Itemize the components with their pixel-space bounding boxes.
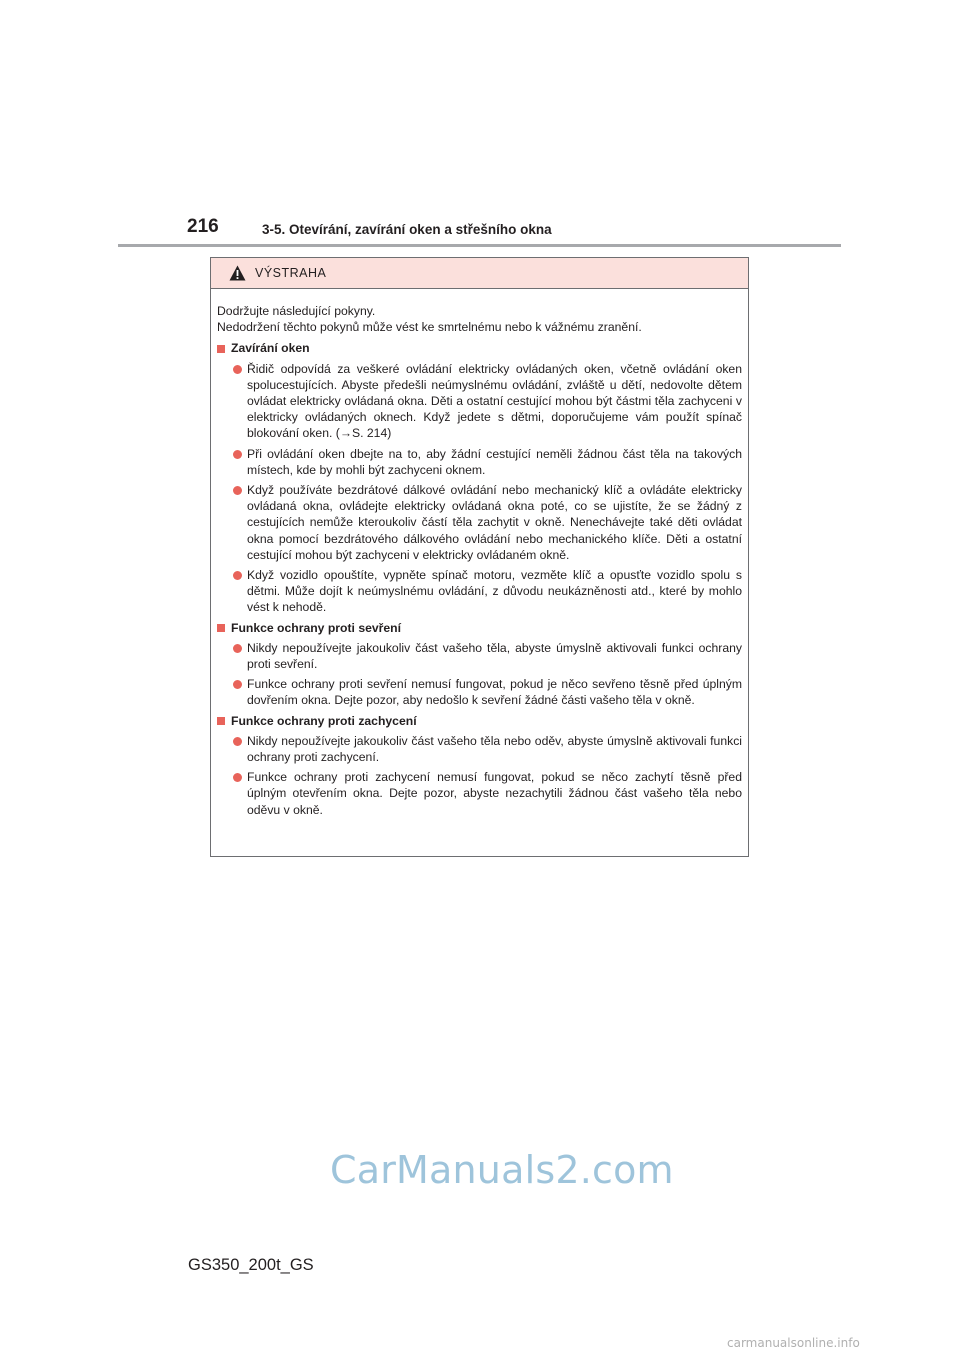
round-bullet-icon bbox=[233, 450, 242, 459]
section-heading-catch-protection bbox=[217, 713, 742, 729]
square-bullet-icon bbox=[217, 345, 225, 353]
section-title: 3-5. Otevírání, zavírání oken a střešního okna bbox=[262, 222, 552, 237]
round-bullet-icon bbox=[233, 773, 242, 782]
square-bullet-icon bbox=[217, 624, 225, 632]
list-item bbox=[217, 361, 742, 442]
list-item bbox=[217, 640, 742, 672]
watermark-carmanuals2: CarManuals2.com bbox=[330, 1148, 674, 1192]
warning-box bbox=[210, 257, 749, 857]
warning-body bbox=[211, 289, 748, 818]
list-item-text: Když používáte bezdrátové dálkové ovládání nebo mechanický klíč a ovládáte elektricky ovládaná okna, ovládejte elektricky ovládaná okna poté, co se ujistíte, že se žádný z cestujících nemůže kteroukoliv částí těla zachytit v okně. Nenechávejte také děti ovládat okna pomocí bezdrátového dálkového ovládání nebo mechanického klíče. Děti a ostatní cestující mohou být zachyceni v elektricky ovládaném okně. bbox=[247, 483, 742, 562]
round-bullet-icon bbox=[233, 737, 242, 746]
list-item bbox=[217, 733, 742, 765]
footer-model-code: GS350_200t_GS bbox=[188, 1256, 314, 1274]
list-item bbox=[217, 769, 742, 818]
round-bullet-icon bbox=[233, 680, 242, 689]
section-heading-label: Zavírání oken bbox=[231, 341, 310, 356]
header-rule bbox=[118, 244, 841, 247]
warning-triangle-icon bbox=[229, 265, 246, 281]
section-heading-pinch-protection bbox=[217, 620, 742, 636]
warning-title: VÝSTRAHA bbox=[255, 266, 327, 280]
page-number: 216 bbox=[187, 216, 219, 237]
round-bullet-icon bbox=[233, 365, 242, 374]
list-item bbox=[217, 446, 742, 478]
warning-intro bbox=[217, 303, 742, 335]
page-header bbox=[0, 0, 960, 250]
list-item-text: Funkce ochrany proti sevření nemusí fungovat, pokud je něco sevřeno těsně před úplným dovřením okna. Dejte pozor, aby nedošlo k sevření žádné části vašeho těla v okně. bbox=[247, 677, 742, 708]
warning-header bbox=[211, 258, 748, 289]
section-heading-label: Funkce ochrany proti sevření bbox=[231, 620, 402, 635]
intro-line-2: Nedodržení těchto pokynů může vést ke smrtelnému nebo k vážnému zranění. bbox=[217, 320, 642, 335]
list-item bbox=[217, 676, 742, 708]
watermark-carmanualsonline: carmanualsonline.info bbox=[727, 1336, 860, 1350]
section-heading-label: Funkce ochrany proti zachycení bbox=[231, 713, 417, 728]
round-bullet-icon bbox=[233, 486, 242, 495]
list-item-text: Když vozidlo opouštíte, vypněte spínač motoru, vezměte klíč a opusťte vozidlo spolu s dětmi. Může dojít k neúmyslnému ovládání, z důvodu neukázněnosti atd., které by mohlo vést k nehodě. bbox=[247, 568, 742, 615]
square-bullet-icon bbox=[217, 717, 225, 725]
list-item-text: Nikdy nepoužívejte jakoukoliv část vašeho těla nebo oděv, abyste úmyslně aktivovali funkci ochrany proti zachycení. bbox=[247, 733, 742, 765]
list-item-text: Nikdy nepoužívejte jakoukoliv část vašeho těla, abyste úmyslně aktivovali funkci ochrany proti sevření. bbox=[247, 640, 742, 672]
intro-line-1: Dodržujte následující pokyny. bbox=[217, 304, 376, 318]
list-item-text: Funkce ochrany proti zachycení nemusí fungovat, pokud se něco zachytí těsně před úplným otevřením okna. Dejte pozor, abyste nezachytili žádnou část vašeho těla nebo oděvu v okně. bbox=[247, 770, 742, 817]
list-item-text: Řidič odpovídá za veškeré ovládání elektricky ovládaných oken, včetně ovládání oken spolucestujících. Abyste předešli neúmyslnému ovládání, zvláště u dětí, nedovolte dětem ovládat elektricky ovládaná okna. Děti a ostatní cestující mohou být částmi těla zachyceni v elektricky ovládaných oknech. Když jedete s dětmi, doporučujeme vám použít spínač blokování oken. (→S. 214) bbox=[247, 361, 742, 441]
round-bullet-icon bbox=[233, 571, 242, 580]
section-heading-closing bbox=[217, 340, 742, 356]
list-item bbox=[217, 482, 742, 563]
list-item bbox=[217, 567, 742, 616]
round-bullet-icon bbox=[233, 644, 242, 653]
list-item-text: Při ovládání oken dbejte na to, aby žádní cestující neměli žádnou část těla na takových místech, kde by mohli být zachyceni oknem. bbox=[247, 446, 742, 477]
